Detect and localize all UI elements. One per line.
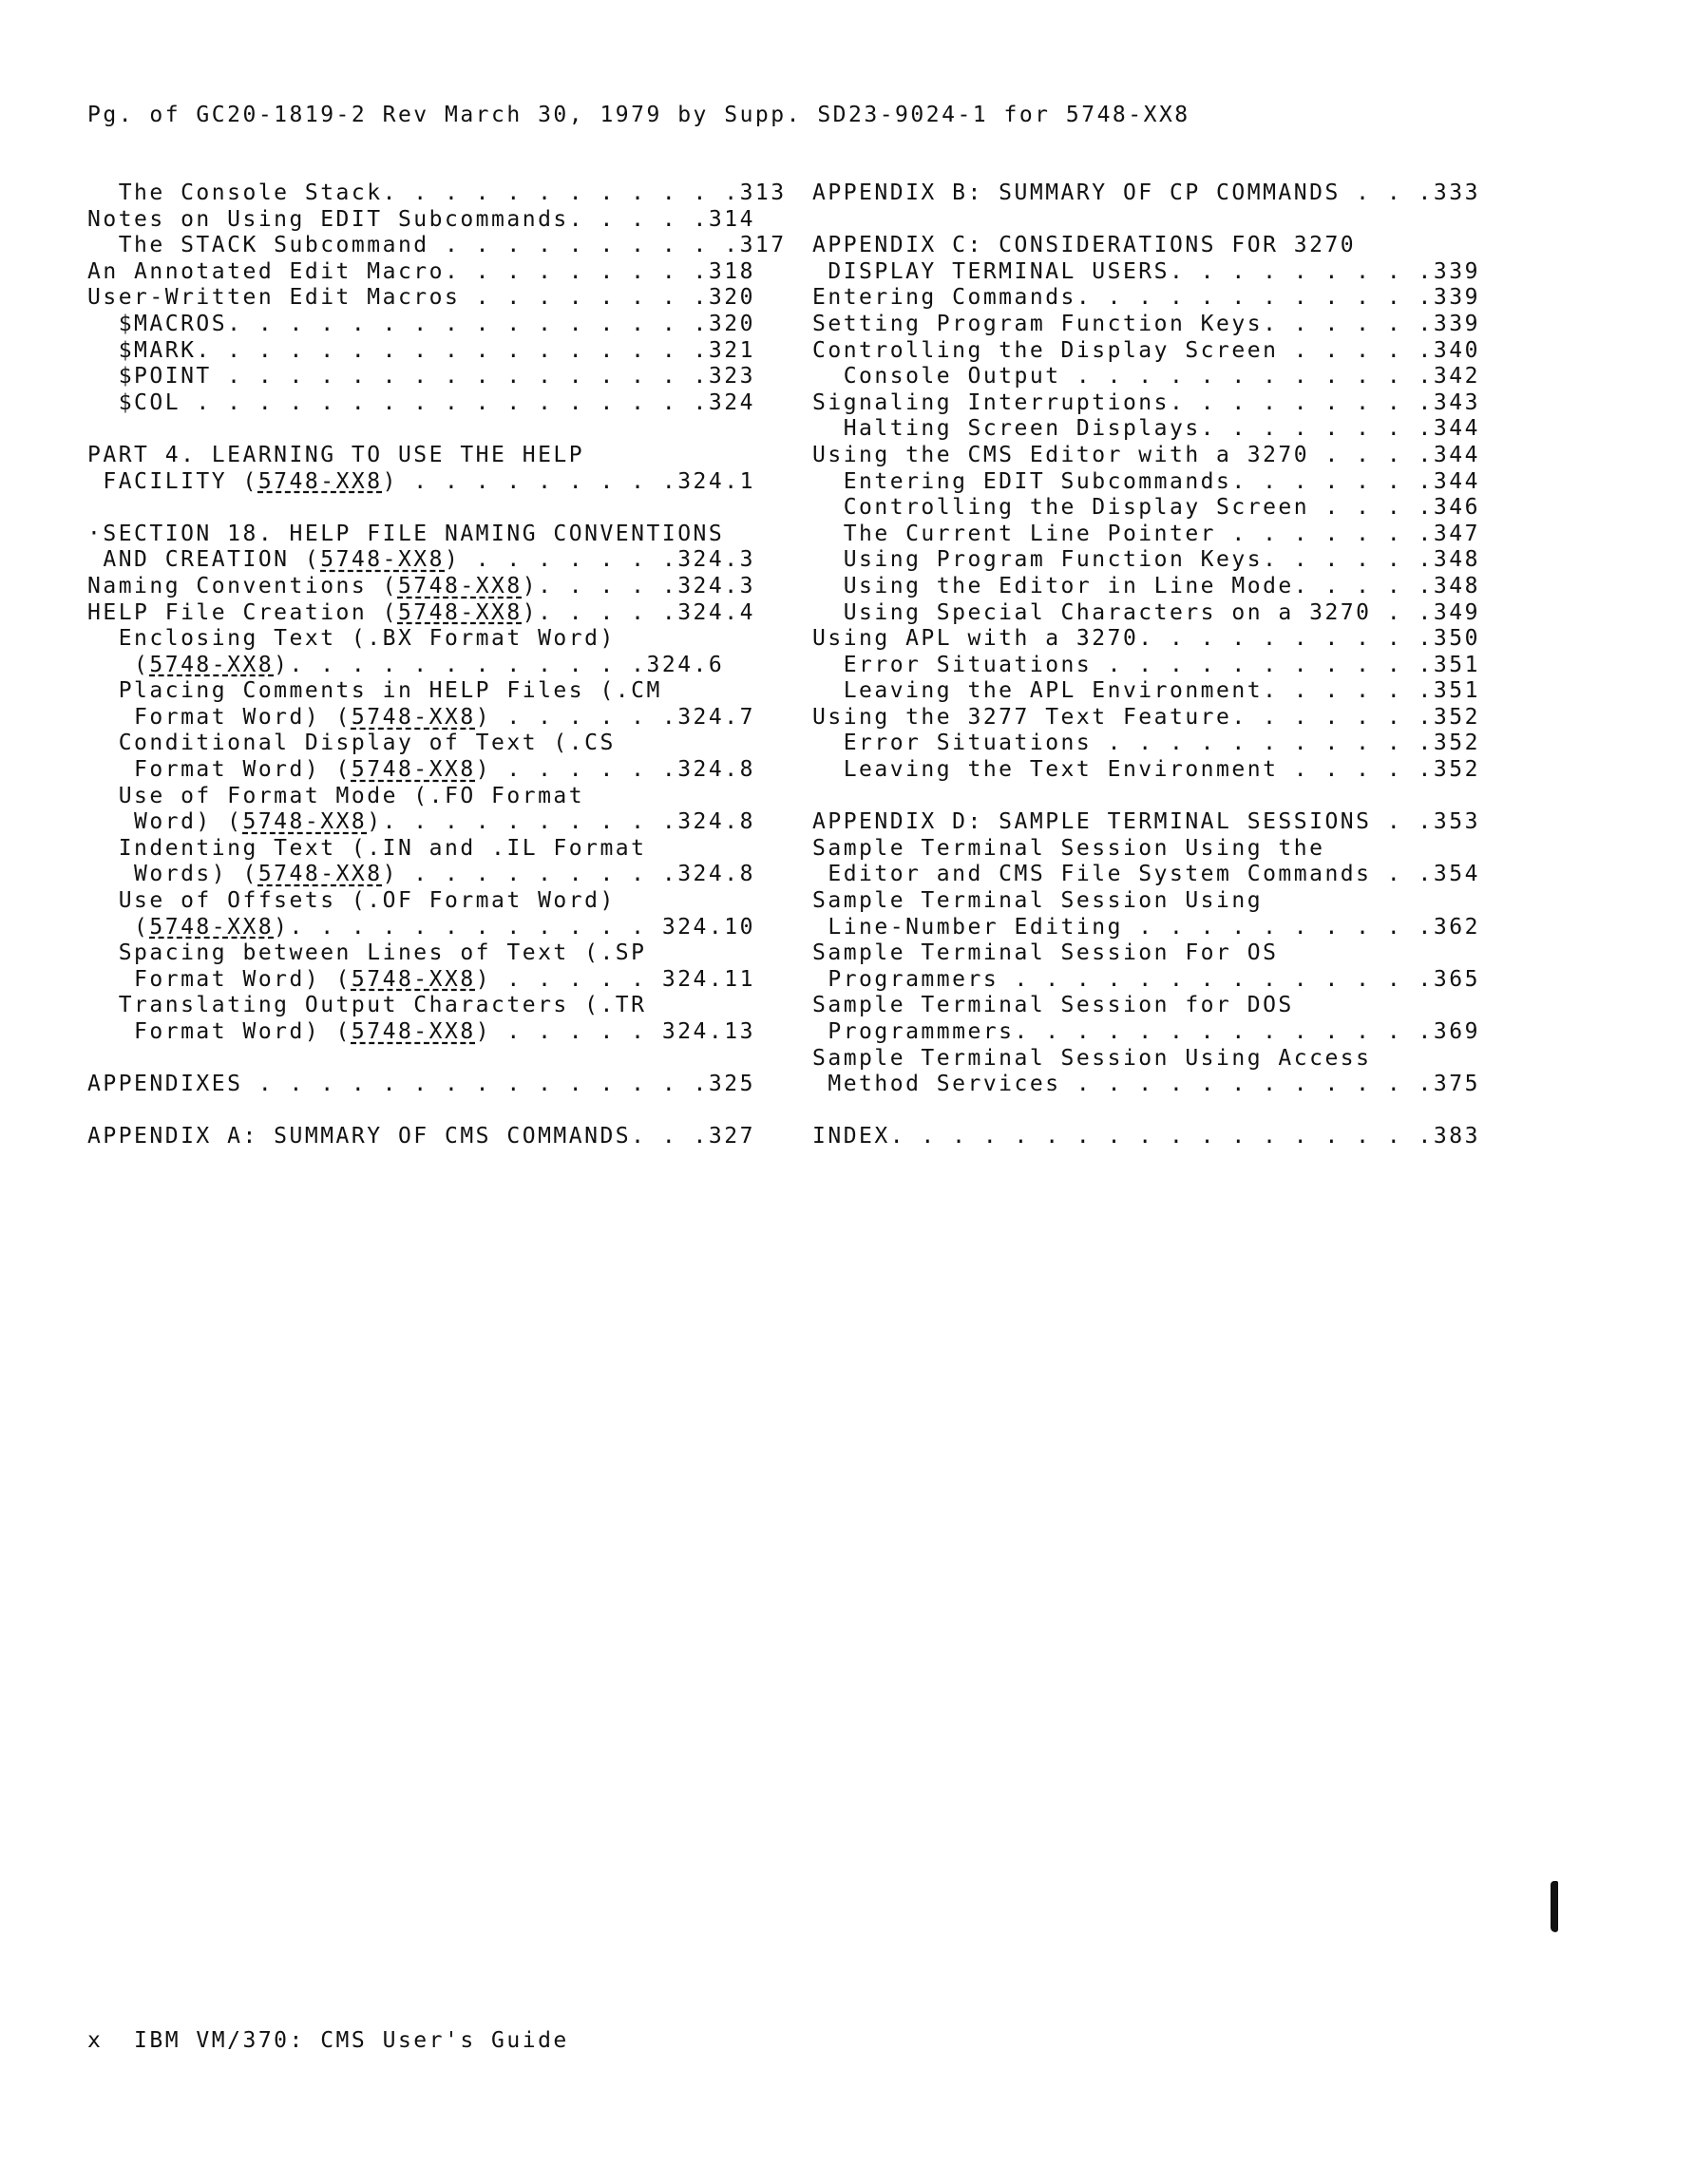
toc-entry: FACILITY (5748-XX8) . . . . . . . . .324.1 [87, 468, 755, 494]
toc-entry: The STACK Subcommand . . . . . . . . . .317 [87, 233, 787, 258]
toc-entry: ·SECTION 18. HELP FILE NAMING CONVENTIONS [87, 521, 725, 546]
toc-entry: Leaving the APL Environment. . . . . .351 [812, 678, 1480, 704]
toc-entry: Enclosing Text (.BX Format Word) [87, 626, 616, 652]
toc-entry: $MARK. . . . . . . . . . . . . . . . .321 [87, 337, 755, 363]
page-header: Pg. of GC20-1819-2 Rev March 30, 1979 by Supp. SD23-9024-1 for 5748-XX8 [87, 103, 1190, 127]
blank-line [812, 207, 1480, 234]
toc-entry: PART 4. LEARNING TO USE THE HELP [87, 442, 585, 467]
toc-entry: Method Services . . . . . . . . . . . .375 [812, 1072, 1480, 1097]
toc-entry: User-Written Edit Macros . . . . . . . .320 [87, 285, 755, 311]
toc-entry: INDEX. . . . . . . . . . . . . . . . . .383 [812, 1124, 1480, 1149]
product-number: 5748-XX8 [351, 1019, 476, 1044]
toc-entry: Naming Conventions (5748-XX8). . . . .324.3 [87, 573, 755, 598]
toc-entry: The Console Stack. . . . . . . . . . . .313 [87, 180, 787, 205]
toc-entry: Editor and CMS File System Commands . .354 [812, 862, 1480, 887]
toc-entry: (5748-XX8). . . . . . . . . . . . 324.10 [87, 914, 755, 940]
toc-entry: Sample Terminal Session Using the [812, 835, 1325, 861]
toc-entry: Using the CMS Editor with a 3270 . . . .344 [812, 442, 1480, 467]
toc-entry: Controlling the Display Screen . . . .346 [812, 495, 1480, 521]
toc-entry: APPENDIX A: SUMMARY OF CMS COMMANDS. . .327 [87, 1124, 755, 1149]
product-number: 5748-XX8 [351, 757, 476, 783]
product-number: 5748-XX8 [149, 914, 275, 940]
toc-entry: Programmmers. . . . . . . . . . . . . .369 [812, 1019, 1480, 1044]
product-number: 5748-XX8 [351, 704, 476, 730]
toc-entry: Leaving the Text Environment . . . . .352 [812, 757, 1480, 783]
toc-entry: Format Word) (5748-XX8) . . . . . .324.7 [87, 704, 755, 730]
toc-entry: Notes on Using EDIT Subcommands. . . . .314 [87, 206, 755, 232]
margin-mark [1551, 1881, 1558, 1932]
toc-entry: Sample Terminal Session for DOS [812, 993, 1294, 1018]
blank-line [812, 1098, 1480, 1125]
product-number: 5748-XX8 [149, 652, 275, 677]
toc-entry: Format Word) (5748-XX8) . . . . . .324.8 [87, 757, 755, 783]
toc-entry: An Annotated Edit Macro. . . . . . . . .318 [87, 258, 755, 284]
toc-entry: Format Word) (5748-XX8) . . . . . 324.13 [87, 1019, 755, 1044]
toc-entry: HELP File Creation (5748-XX8). . . . .324.4 [87, 599, 755, 625]
toc-entry: Error Situations . . . . . . . . . . .351 [812, 652, 1480, 677]
toc-right-column [812, 180, 1480, 1150]
toc-entry: Setting Program Function Keys. . . . . .339 [812, 311, 1480, 336]
blank-line [87, 1098, 787, 1125]
toc-entry: DISPLAY TERMINAL USERS. . . . . . . . .339 [812, 258, 1480, 284]
toc-entry: Using the 3277 Text Feature. . . . . . .352 [812, 704, 1480, 730]
blank-line [87, 416, 787, 443]
toc-entry: APPENDIX C: CONSIDERATIONS FOR 3270 [812, 233, 1357, 258]
toc-entry: Indenting Text (.IN and .IL Format [87, 835, 647, 861]
toc-left-column [87, 180, 787, 1150]
page-footer: x IBM VM/370: CMS User's Guide [87, 2028, 569, 2053]
toc-entry: APPENDIXES . . . . . . . . . . . . . . .325 [87, 1072, 755, 1097]
toc-entry: Signaling Interruptions. . . . . . . . .343 [812, 389, 1480, 415]
toc-entry: Translating Output Characters (.TR [87, 993, 647, 1018]
toc-entry: Sample Terminal Session For OS [812, 940, 1279, 966]
toc-entry: Format Word) (5748-XX8) . . . . . 324.11 [87, 966, 755, 992]
toc-entry: Controlling the Display Screen . . . . .340 [812, 337, 1480, 363]
toc-entry: $POINT . . . . . . . . . . . . . . . .323 [87, 364, 755, 389]
product-number: 5748-XX8 [320, 547, 445, 573]
toc-entry: The Current Line Pointer . . . . . . .347 [812, 521, 1480, 546]
toc-entry: $MACROS. . . . . . . . . . . . . . . .320 [87, 311, 755, 336]
toc-entry: Spacing between Lines of Text (.SP [87, 940, 647, 966]
blank-line [812, 784, 1480, 810]
toc-entry: APPENDIX D: SAMPLE TERMINAL SESSIONS . .353 [812, 809, 1480, 835]
toc-entry: Error Situations . . . . . . . . . . .352 [812, 731, 1480, 756]
toc-entry: Programmers . . . . . . . . . . . . . .365 [812, 966, 1480, 992]
toc-entry: Using APL with a 3270. . . . . . . . . .350 [812, 626, 1480, 652]
toc-entry: APPENDIX B: SUMMARY OF CP COMMANDS . . .333 [812, 180, 1480, 205]
product-number: 5748-XX8 [257, 862, 383, 887]
toc-entry: Use of Format Mode (.FO Format [87, 783, 585, 808]
toc-entry: Sample Terminal Session Using Access [812, 1045, 1372, 1071]
toc-entry: Console Output . . . . . . . . . . . .342 [812, 364, 1480, 389]
product-number: 5748-XX8 [351, 966, 476, 992]
toc-entry: Using the Editor in Line Mode. . . . .348 [812, 573, 1480, 598]
toc-entry: Conditional Display of Text (.CS [87, 731, 616, 756]
product-number: 5748-XX8 [242, 809, 368, 835]
product-number: 5748-XX8 [397, 573, 523, 598]
toc-entry: Line-Number Editing . . . . . . . . . .362 [812, 914, 1480, 940]
toc-entry: Words) (5748-XX8) . . . . . . . . .324.8 [87, 862, 755, 887]
blank-line [87, 1046, 787, 1073]
toc-entry: $COL . . . . . . . . . . . . . . . . .324 [87, 389, 755, 415]
toc-entry: Word) (5748-XX8). . . . . . . . . .324.8 [87, 809, 755, 835]
toc-entry: Entering Commands. . . . . . . . . . . .339 [812, 285, 1480, 311]
toc-entry: Using Special Characters on a 3270 . .349 [812, 599, 1480, 625]
toc-entry: (5748-XX8). . . . . . . . . . . .324.6 [87, 652, 725, 677]
toc-entry: Halting Screen Displays. . . . . . . .344 [812, 416, 1480, 442]
toc-entry: Placing Comments in HELP Files (.CM [87, 678, 662, 704]
toc-entry: Entering EDIT Subcommands. . . . . . .344 [812, 468, 1480, 494]
toc-entry: Using Program Function Keys. . . . . .348 [812, 547, 1480, 573]
toc-entry: Sample Terminal Session Using [812, 888, 1264, 914]
blank-line [87, 495, 787, 522]
product-number: 5748-XX8 [257, 468, 383, 494]
toc-entry: AND CREATION (5748-XX8) . . . . . . .324.3 [87, 547, 755, 573]
toc-entry: Use of Offsets (.OF Format Word) [87, 888, 616, 914]
product-number: 5748-XX8 [397, 599, 523, 625]
